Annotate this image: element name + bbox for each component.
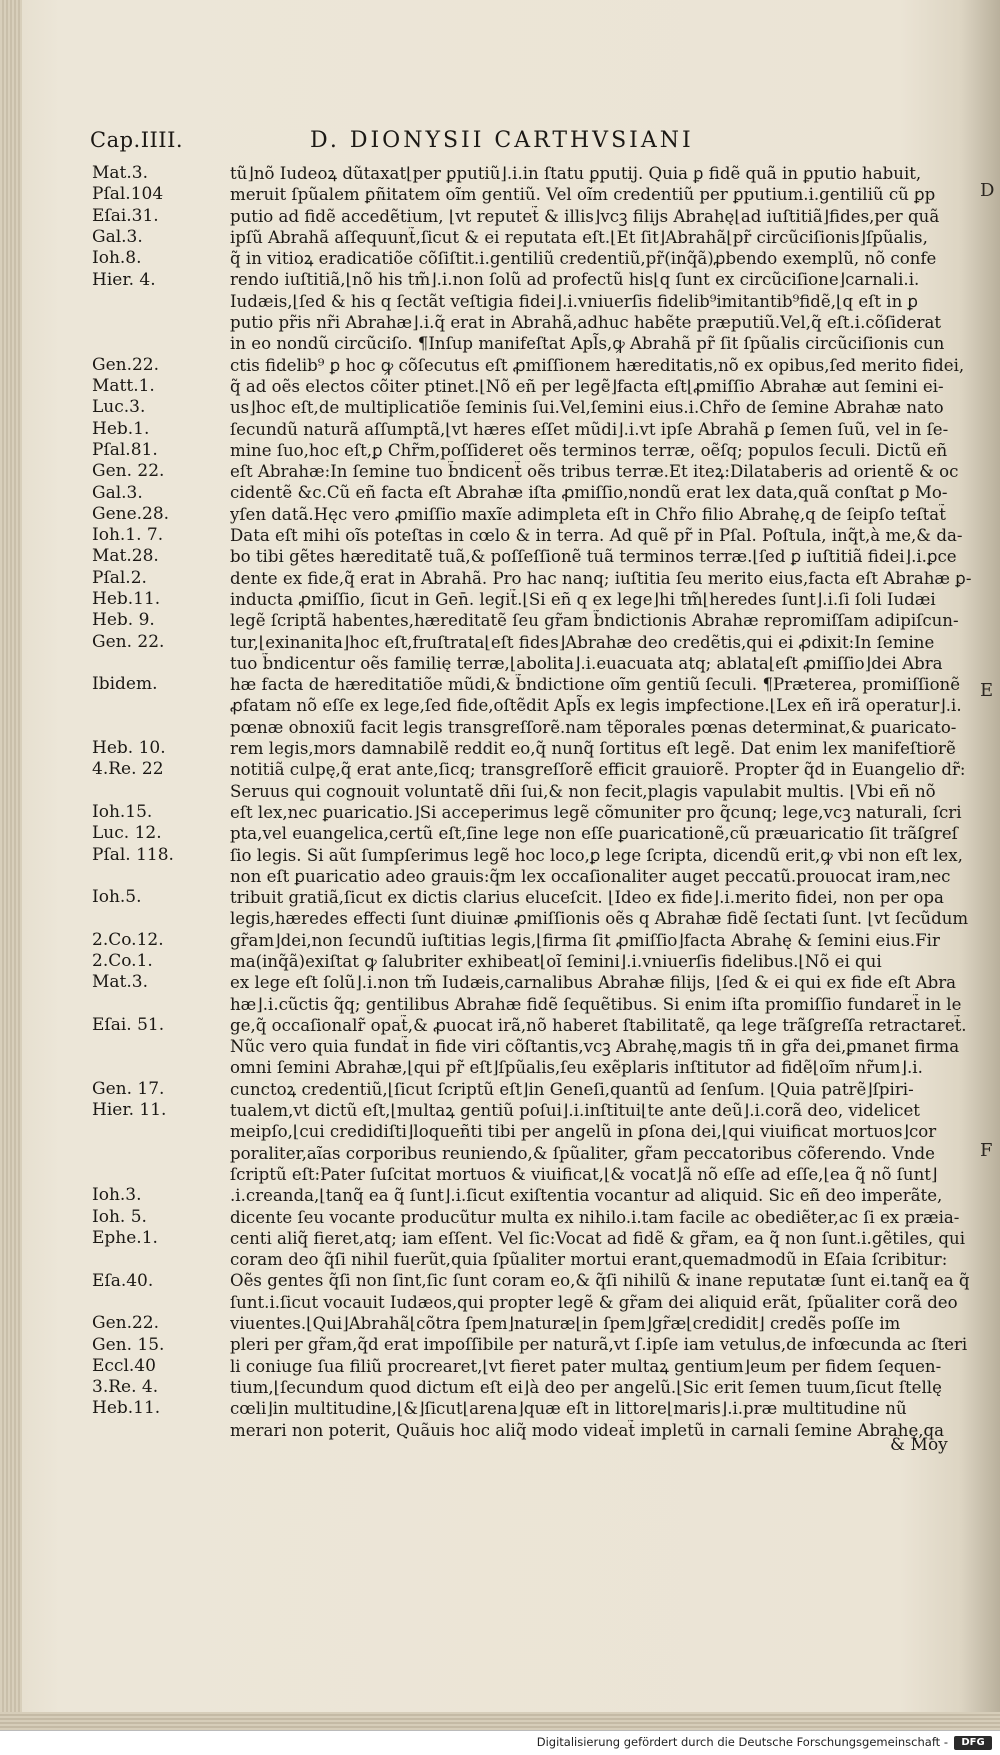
page-header	[90, 128, 960, 158]
text-line: eſt Abrahæ:In ſemine tuo b̃ndicent̃ oẽs tribus terræ.Et iteꝝ:Dilataberis ad orientẽ & oc	[230, 462, 959, 482]
signature-letter: E	[980, 680, 994, 701]
text-line: Data eſt mihi oĩs poteſtas in cœlo & in terra. Ad quẽ pr̃ in Pſal. Poſtula, inq̃t,à me,& da-	[230, 526, 963, 546]
text-line: putio pr̃is nr̃i Abrahæ⌋.i.q̃ erat in Abrahã,adhuc habẽte præputiũ.Vel,q̃ eſt.i.cõſiderat	[230, 313, 942, 333]
text-line: inducta ꝓmiſſio, ſicut in Gen̄. legit̃.⌊Si eñ q ex lege⌋hi tm̃⌊heredes ſunt⌋.i.ſi ſoli Iudæi	[230, 589, 936, 609]
text-line: putio ad fidẽ accedẽtium, ⌊vt reputet̃ & illis⌋vcꝫ filijs Abrahę⌊ad iuſtitiã⌋fides,per quã	[230, 206, 940, 226]
text-line: bo tibi gẽtes hæreditatẽ tuã,& poſſeſſionẽ tuã terminos terræ.⌊ſed ꝑ iuſtitiã fidei⌋.i.ꝑce	[230, 547, 957, 567]
chapter-label: Cap.IIII.	[90, 128, 184, 152]
text-line: ma(inq̃ã)exiſtat ꝙ ſalubriter exhibeat⌊oĩ ſemini⌋.i.vniuerſis fidelibus.⌊Nõ ei qui	[230, 951, 882, 971]
margin-reference: Gen. 15.	[92, 1334, 165, 1355]
margin-reference: 3.Re. 4.	[92, 1377, 159, 1398]
text-line: legis,hæredes effecti ſunt diuinæ ꝓmiſſionis oẽs q Abrahæ fidẽ ſectati ſunt. ⌊vt ſecũdum	[230, 909, 969, 929]
margin-reference: Ioh.5.	[92, 887, 142, 908]
text-line: poraliter,aĩas corporibus reuniendo,& ſpũaliter, gr̃am peccatoribus cõferendo. Vnde	[230, 1143, 935, 1163]
margin-reference: Pſal. 118.	[92, 844, 174, 865]
signature-letter: F	[980, 1140, 993, 1161]
text-line: tũ⌋nõ Iudeoꝝ dũtaxat⌊per ꝑputiũ⌋.i.in ſtatu ꝑputij. Quia ꝑ fidẽ quã in ꝑputio habuit,	[230, 164, 922, 183]
margin-reference: Eſai. 51.	[92, 1015, 165, 1035]
margin-reference: Eccl.40	[92, 1355, 156, 1376]
margin-reference: Ioh.1. 7.	[92, 525, 164, 546]
margin-reference: Gal.3.	[92, 482, 143, 503]
margin-reference: Ibidem.	[92, 674, 158, 695]
text-line: pta,vel euangelica,certũ eſt,ſine lege non eſſe ꝑuaricationẽ,cũ præuaricatio ſit trãſgreſ	[230, 824, 958, 844]
text-line: tuo b̃ndicentur oẽs familię terræ,⌊abolita⌋.i.euacuata atq; ablata⌊eſt ꝓmiſſio⌋dei Abra	[230, 653, 943, 673]
margin-reference: Heb. 9.	[92, 610, 155, 631]
text-line: q̃ in vitioꝝ eradicatiõe cõſiſtit.i.gentiliũ credentiũ,pr̃(inq̃ã)ꝓbendo exemplũ, nõ confe	[230, 249, 937, 269]
margin-reference: Heb. 10.	[92, 738, 166, 759]
text-line: .i.creanda,⌊tanq̃ ea q̃ ſunt⌋.i.ſicut exiſtentia vocantur ad aliquid. Sic eñ deo imperãte,	[230, 1186, 943, 1206]
text-line: ſunt.i.ſicut vocauit Iudæos,qui propter legẽ & gr̃am dei aliquid erãt, ſpũaliter corã deo	[230, 1292, 958, 1312]
margin-reference: Pſal.2.	[92, 567, 147, 588]
margin-reference: Mat.28.	[92, 546, 159, 567]
text-line: Nũc vero quia fundat̃ in fide viri cõſtantis,vcꝫ Abrahę,magis tñ in gr̃a dei,ꝑmanet firma	[230, 1037, 960, 1057]
text-line: ſio legis. Si aũt ſumpſerimus legẽ hoc loco,ꝑ lege ſcripta, dicendũ erit,ꝙ vbi non eſt lex,	[230, 845, 963, 865]
text-line: ex lege eſt ſolũ⌋.i.non tm̃ Iudæis,carnalibus Abrahæ filijs, ⌊ſed & ei qui ex fide eſt Abra	[230, 973, 957, 993]
text-line: tribuit gratiã,ſicut ex dictis clarius eluceſcit. ⌊Ideo ex fide⌋.i.merito fidei, non per opa	[230, 888, 944, 908]
text-line: merari non poterit, Quãuis hoc aliq̃ modo videat̃ impletũ in carnali ſemine Abrahę,qa	[230, 1420, 945, 1440]
text-line: gr̃am⌋dei,non ſecundũ iuſtitias legis,⌊firma ſit ꝓmiſſio⌋facta Abrahę & ſemini eius.Fir	[230, 930, 940, 950]
text-line: omni ſemini Abrahæ,⌊qui pr̃ eſt⌋ſpũalis,ſeu exẽplaris inſtitutor ad fidẽ⌊oĩm nr̃um⌋.i.	[230, 1058, 923, 1078]
margin-reference: Hier. 11.	[92, 1100, 167, 1121]
margin-reference: Gen. 17.	[92, 1078, 165, 1099]
text-line: cidentẽ &c.Cũ eñ facta eſt Abrahæ iſta ꝓmiſſio,nondũ erat lex data,quã conſtat ꝑ Mo-	[230, 483, 948, 503]
margin-reference: Eſa.40.	[92, 1270, 154, 1291]
text-line: ſecundũ naturã aſſumptã,⌊vt hæres eſſet mũdi⌋.i.vt ipſe Abrahã ꝑ ſemen ſuũ, vel in ſe-	[230, 419, 949, 439]
text-line: meipſo,⌊cui credidiſti⌋loqueñti tibi per angelũ in ꝑſona dei,⌊qui viuificat mortuos⌋cor	[230, 1122, 937, 1142]
text-line: coram deo q̃ſi nihil fuerũt,quia ſpũaliter mortui erant,quemadmodũ in Eſaia ſcribitur:	[230, 1250, 948, 1270]
margin-reference: Gen. 22.	[92, 631, 165, 652]
margin-reference: Heb.11.	[92, 1398, 161, 1419]
margin-reference: Eſai.31.	[92, 205, 159, 226]
margin-reference: 4.Re. 22	[92, 759, 164, 780]
margin-reference: Gene.28.	[92, 503, 170, 524]
text-line: dente ex fide,q̃ erat in Abrahã. Pro hac nanq; iuſtitia ſeu merito eius,facta eſt Abrahæ ꝑ-	[230, 568, 972, 588]
text-line: li coniuge ſua filiũ procrearet,⌊vt fieret pater multaꝝ gentium⌋eum per fidem ſequen-	[230, 1356, 942, 1376]
text-line: dicente ſeu vocante producũtur multa ex nihilo.i.tam facile ac obediẽter,ac ſi ex præia-	[230, 1207, 960, 1227]
text-line: pleri per gr̃am,q̃d erat impoſſibile per naturã,vt ſ.ipſe iam vetulus,de infœcunda ac ſteri	[230, 1335, 968, 1355]
dfg-logo: DFG	[954, 1736, 992, 1750]
signature-letter: D	[980, 180, 995, 201]
margin-reference: Heb.11.	[92, 589, 161, 609]
book-page-edges	[0, 0, 22, 1730]
text-line: rendo iuſtitiã,⌊nõ his tm̃⌋.i.non ſolũ ad profectũ his⌊q ſunt ex circũciſione⌋carnali.i.	[230, 270, 920, 290]
margin-reference: Ioh.3.	[92, 1185, 142, 1206]
text-line: Iudæis,⌊ſed & his q ſectãt veſtigia fidei⌋.i.vniuerſis fidelib⁹imitantib⁹fidẽ,⌊q eſt in ꝑ	[230, 291, 919, 311]
margin-reference: Gen. 22.	[92, 461, 165, 482]
text-line: notitiã culpę,q̃ erat ante,ſicq; transgreſſorẽ efficit grauiorẽ. Propter q̃d in Euangelio dr̃:	[230, 760, 966, 780]
catchword: & Moy	[890, 1435, 948, 1455]
text-line: centi aliq̃ fieret,atq; iam eſſent. Vel ſic:Vocat ad fidẽ & gr̃am, ea q̃ non ſunt.i.gẽtiles, qui	[230, 1228, 966, 1248]
margin-reference: Matt.1.	[92, 376, 155, 396]
text-line: tualem,vt dictũ eſt,⌊multaꝝ gentiũ poſui⌋.i.inſtitui⌊te ante deũ⌋.i.corã deo, videlicet	[230, 1101, 920, 1121]
margin-reference: Mat.3.	[92, 972, 148, 993]
margin-reference: Ioh.8.	[92, 248, 142, 269]
margin-reference: Gen.22.	[92, 1313, 160, 1334]
margin-reference: Mat.3.	[92, 163, 148, 183]
text-line: viuentes.⌊Qui⌋Abrahã⌊cõtra ſpem⌋naturæ⌊in ſpem⌋gr̃æ⌊credidit⌋ credẽs poſſe im	[230, 1314, 901, 1334]
text-line: pœnæ obnoxiũ facit legis transgreſſorẽ.nam tẽporales pœnas determinat,& ꝑuaricato-	[230, 717, 957, 737]
margin-reference: Ephe.1.	[92, 1228, 158, 1248]
text-line: ipſũ Abrahã aſſequunt̃,ſicut & ei reputata eſt.⌊Et ſit⌋Abrahã⌊pr̃ circũciſionis⌋ſpũalis,	[230, 227, 928, 247]
book-bottom-edges	[0, 1712, 1000, 1730]
text-line: yſen datã.Hęc vero ꝓmiſſio maxĩe adimpleta eſt in Chr̃o filio Abrahę,q de ſeipſo teſtat̃	[230, 504, 946, 524]
text-line: ge,q̃ occaſionalr̃ opat̃,& ꝓuocat irã,nõ haberet ſtabilitatẽ, qa lege trãſgreſſa retractaret̃.	[230, 1015, 967, 1035]
margin-reference: Ioh. 5.	[92, 1206, 147, 1227]
text-line: Seruus qui cognouit voluntatẽ dñi ſui,& non fecit,plagis vapulabit multis. ⌊Vbi eñ nõ	[230, 781, 936, 801]
text-line: eſt lex,nec ꝑuaricatio.⌋Si acceperimus legẽ cõmuniter pro q̃cunq; lege,vcꝫ naturali, ſcri	[230, 802, 962, 822]
text-line: tium,⌊ſecundum quod dictum eſt ei⌋à deo per angelũ.⌊Sic erit ſemen tuum,ſicut ſtellę	[230, 1377, 942, 1397]
margin-reference: Gal.3.	[92, 226, 143, 247]
text-line: Oẽs gentes q̃ſi non ſint,ſic ſunt coram eo,& q̃ſi nihilũ & inane reputatæ ſunt ei.tanq̃ ea q̃	[230, 1271, 970, 1291]
text-line: ſcriptũ eſt:Pater ſuſcitat mortuos & viuificat,⌊& vocat⌋ã nõ eſſe ad eſſe,⌊ea q̃ nõ ſunt⌋	[230, 1164, 938, 1184]
text-line: non eſt ꝑuaricatio adeo grauis:q̃m lex occaſionaliter auget peccatũ.prouocat iram,nec	[230, 866, 951, 886]
text-line: mine ſuo,hoc eſt,ꝑ Chr̃m,poſſideret oẽs terminos terræ, oẽſq; populos ſeculi. Dictũ eñ	[230, 440, 948, 460]
margin-reference: Gen.22.	[92, 354, 160, 375]
text-line: us⌋hoc eſt,de multiplicatiõe ſeminis ſui.Vel,ſemini eius.i.Chr̃o de ſemine Abrahæ nato	[230, 398, 944, 418]
margin-reference: Hier. 4.	[92, 269, 156, 290]
running-head: D. DIONYSII CARTHVSIANI	[310, 128, 694, 153]
funding-credit: Digitalisierung gefördert durch die Deutsche Forschungsgemeinschaft -	[536, 1735, 948, 1749]
text-line: ꝓfatam nõ eſſe ex lege,ſed fide,oſtẽdit Apl̃s ex legis imꝑfectione.⌊Lex eñ irã operatur⌋.i.	[230, 696, 962, 716]
text-line: legẽ ſcriptã habentes,hæreditatẽ ſeu gr̃am b̃ndictionis Abrahæ repromiſſam adipiſcun-	[230, 611, 959, 631]
text-line: hæ facta de hæreditatiõe mũdi,& b̃ndictione oĩm gentiũ ſeculi. ¶Præterea, promiſſionẽ	[230, 675, 961, 695]
digitization-footer	[0, 1730, 1000, 1755]
margin-reference: Luc.3.	[92, 397, 146, 418]
margin-reference: Luc. 12.	[92, 823, 162, 844]
text-line: cœli⌋in multitudine,⌊&⌋ſicut⌊arena⌋quæ eſt in littore⌊maris⌋.i.præ multitudine nũ	[230, 1399, 907, 1419]
text-line: ctis fidelib⁹ ꝑ hoc ꝙ cõſecutus eſt ꝓmiſſionem hæreditatis,nõ ex opibus,ſed merito fidei,	[230, 355, 965, 375]
text-line: hæ⌋.i.cũctis q̃q; gentilibus Abrahæ fidẽ ſequẽtibus. Si enim iſta promiſſio fundaret̃ in le	[230, 994, 962, 1014]
main-text-column	[230, 163, 975, 1441]
text-line: in eo nondũ circũciſo. ¶Inſup manifeſtat Apl̃s,ꝙ Abrahã pr̃ ſit ſpũalis circũciſionis cun	[230, 334, 945, 354]
text-line: meruit ſpũalem ꝑñitatem oĩm gentiũ. Vel oĩm credentiũ per ꝑputium.i.gentiliũ cũ ꝑp	[230, 185, 936, 205]
margin-reference: Ioh.15.	[92, 802, 153, 822]
margin-reference: 2.Co.12.	[92, 929, 164, 950]
margin-reference: 2.Co.1.	[92, 951, 153, 972]
text-line: cunctoꝝ credentiũ,⌊ſicut ſcriptũ eſt⌋in Geneſi,quantũ ad ſenſum. ⌊Quia patrẽ⌋ſpiri-	[230, 1079, 914, 1099]
text-line: tur,⌊exinanita⌋hoc eſt,fruſtrata⌊eſt fides⌋Abrahæ deo credẽtis,qui ei ꝓdixit:In ſemine	[230, 632, 935, 652]
text-line: rem legis,mors damnabilẽ reddit eo,q̃ nunq̃ ſortitus eſt legẽ. Dat enim lex manifeſtiorẽ	[230, 739, 956, 759]
text-line: q̃ ad oẽs electos cõiter ptinet.⌊Nõ eñ per legẽ⌋facta eſt⌊ꝓmiſſio Abrahæ aut ſemini ei-	[230, 376, 944, 396]
margin-reference: Pſal.104	[92, 184, 164, 205]
margin-reference: Pſal.81.	[92, 439, 158, 460]
margin-reference: Heb.1.	[92, 418, 150, 439]
